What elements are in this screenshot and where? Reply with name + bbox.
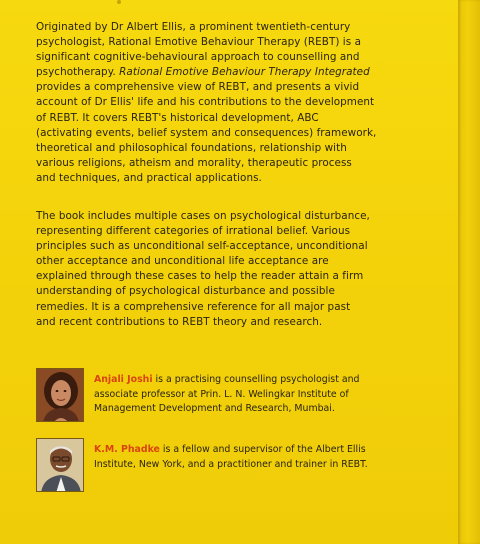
author-bio-line [94,373,394,388]
spine-edge [458,0,480,544]
description-line: understanding of psychological disturbance and possible [36,285,335,298]
author-bio-anjali-joshi [36,368,394,422]
description-line: remedies. It is a comprehensive reference for all major past [36,300,351,313]
description-line: theoretical and philosophical foundations, relationship with [36,141,347,154]
printing-dot [117,0,121,4]
description-line: and techniques, and practical applications. [36,171,262,184]
author-bio-text-first: is a fellow and supervisor of the Albert Ellis [162,444,366,455]
author-portrait-icon [37,439,84,492]
description-line: and recent contributions to REBT theory and research. [36,315,323,328]
description-line: of REBT. It covers REBT's historical development, ABC [36,111,319,124]
description-line [36,65,416,80]
description-line: significant cognitive-behavioural approach to counselling and [36,51,360,64]
author-bio-line [94,443,394,458]
author-bio-text [94,443,394,472]
author-name: K.M. Phadke [94,444,160,455]
description-line: Originated by Dr Albert Ellis, a prominent twentieth-century [36,21,351,33]
author-bio-line: Institute, New York, and a practitioner and trainer in REBT. [94,458,368,470]
description-line: provides a comprehensive view of REBT, and presents a vivid [36,81,360,94]
author-bio-text-first: is a practising counselling psychologist and [155,374,360,385]
description-line: various religions, atheism and morality, therapeutic process [36,156,352,169]
description-line: explained through these cases to help the reader attain a firm [36,270,364,283]
author-bio-line: associate professor at Prin. L. N. Welingkar Institute of [94,388,349,400]
book-title: Rational Emotive Behaviour Therapy Integrated [119,66,370,79]
description-line: The book includes multiple cases on psychological disturbance, [36,210,370,222]
description-text: psychotherapy. [36,66,116,79]
description-line: (activating events, belief system and consequences) framework, [36,126,377,139]
description-paragraph-1 [36,20,416,186]
author-portrait-icon [37,369,84,422]
author-photo [36,438,84,492]
author-name: Anjali Joshi [94,374,153,385]
author-bio-text [94,373,394,417]
description-line: principles such as unconditional self-acceptance, unconditional [36,240,368,253]
description-line: other acceptance and unconditional life acceptance are [36,255,329,268]
description-line: representing different categories of irrational belief. Various [36,225,351,238]
author-bio-km-phadke [36,438,394,492]
description-paragraph-2 [36,209,416,330]
description-line: psychologist, Rational Emotive Behaviour Therapy (REBT) is a [36,36,361,49]
author-bio-line: Management Development and Research, Mumbai. [94,403,335,415]
author-photo [36,368,84,422]
description-line: account of Dr Ellis' life and his contributions to the development [36,96,375,109]
